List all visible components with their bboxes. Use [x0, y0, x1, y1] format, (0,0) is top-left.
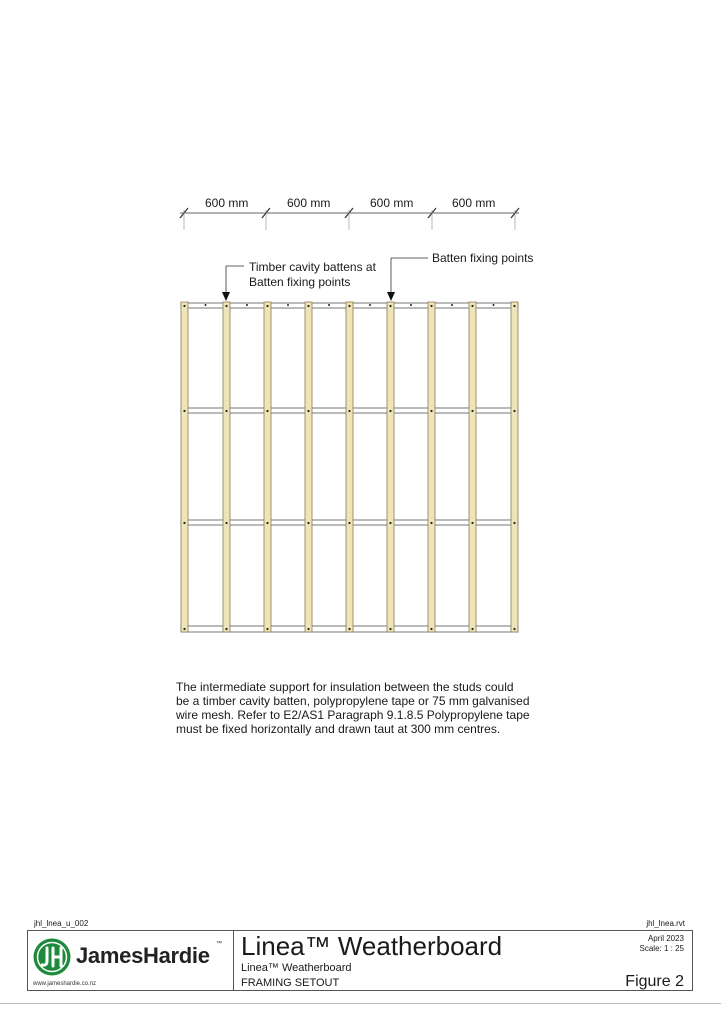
fixing-point [307, 410, 309, 412]
callout-timber-battens: Timber cavity battens at Batten fixing points [249, 260, 376, 289]
fixing-point [389, 522, 391, 524]
drawing-title: Linea™ Weatherboard [241, 931, 503, 961]
fixing-point [307, 305, 309, 307]
batten-fixing-point [369, 304, 371, 306]
timber-stud [511, 302, 518, 632]
drawing-code: jhl_lnea_u_002 [34, 919, 89, 928]
figure-number: Figure 2 [625, 973, 684, 990]
callout-fixing-points: Batten fixing points [432, 251, 534, 265]
sheet-title: FRAMING SETOUT [241, 977, 340, 989]
fixing-point [389, 410, 391, 412]
timber-stud [346, 302, 353, 632]
dimension-line [180, 208, 519, 230]
dimension-label: 600 mm [452, 196, 496, 210]
fixing-point [183, 522, 185, 524]
fixing-point [348, 628, 350, 630]
fixing-point [348, 305, 350, 307]
dimension-label: 600 mm [370, 196, 414, 210]
drawing-date: April 2023 [647, 934, 684, 943]
fixing-point [348, 410, 350, 412]
fixing-point [307, 522, 309, 524]
fixing-point [513, 628, 515, 630]
timber-stud [223, 302, 230, 632]
fixing-point [183, 305, 185, 307]
fixing-point [513, 305, 515, 307]
drawing-scale: Scale: 1 : 25 [639, 944, 684, 953]
fixing-point [471, 305, 473, 307]
file-name: jhl_lnea.rvt [646, 919, 685, 928]
drawing-subtitle: Linea™ Weatherboard [241, 962, 352, 974]
dimension-label: 600 mm [205, 196, 249, 210]
fixing-point [183, 410, 185, 412]
fixing-point [307, 628, 309, 630]
batten-fixing-point [493, 304, 495, 306]
insulation-support-note: The intermediate support for insulation between the studs could be a timber cavity batten, polypropylene tape or 75 mm galvanised wire mesh. Refer to E2/AS1 Paragraph 9.1.8.5 Polypropylene tape must be fixed horizontally and drawn taut at 300 mm centres. [176, 680, 530, 736]
logo-cell [28, 931, 234, 990]
fixing-point [389, 628, 391, 630]
fixing-point [471, 522, 473, 524]
timber-stud [264, 302, 271, 632]
brand-trademark: ™ [216, 941, 222, 947]
timber-stud [469, 302, 476, 632]
fixing-point [266, 305, 268, 307]
fixing-point [471, 410, 473, 412]
fixing-point [266, 522, 268, 524]
timber-stud [387, 302, 394, 632]
fixing-point [513, 410, 515, 412]
fixing-point [430, 410, 432, 412]
timber-stud [181, 302, 188, 632]
fixing-point [513, 522, 515, 524]
fixing-point [389, 305, 391, 307]
fixing-point [225, 522, 227, 524]
fixing-point [266, 410, 268, 412]
page-bottom-rule [0, 1003, 721, 1004]
timber-stud [305, 302, 312, 632]
leader-arrow-icon [222, 292, 230, 301]
fixing-point [183, 628, 185, 630]
fixing-point [348, 522, 350, 524]
dimension-label: 600 mm [287, 196, 331, 210]
batten-fixing-point [287, 304, 289, 306]
fixing-point [225, 410, 227, 412]
fixing-point [225, 628, 227, 630]
brand-name: JamesHardie [76, 943, 210, 968]
timber-stud [428, 302, 435, 632]
batten-fixing-point [451, 304, 453, 306]
timber-frame [181, 302, 518, 632]
batten-fixing-point [328, 304, 330, 306]
title-block [27, 930, 693, 991]
brand-website: www.jameshardie.co.nz [33, 981, 97, 987]
batten-fixing-point [410, 304, 412, 306]
jameshardie-logo-icon [32, 937, 72, 977]
fixing-point [430, 628, 432, 630]
fixing-point [430, 305, 432, 307]
fixing-point [471, 628, 473, 630]
batten-fixing-point [246, 304, 248, 306]
fixing-point [225, 305, 227, 307]
batten-fixing-point [205, 304, 207, 306]
fixing-point [430, 522, 432, 524]
fixing-point [266, 628, 268, 630]
leader-arrow-icon [387, 292, 395, 301]
